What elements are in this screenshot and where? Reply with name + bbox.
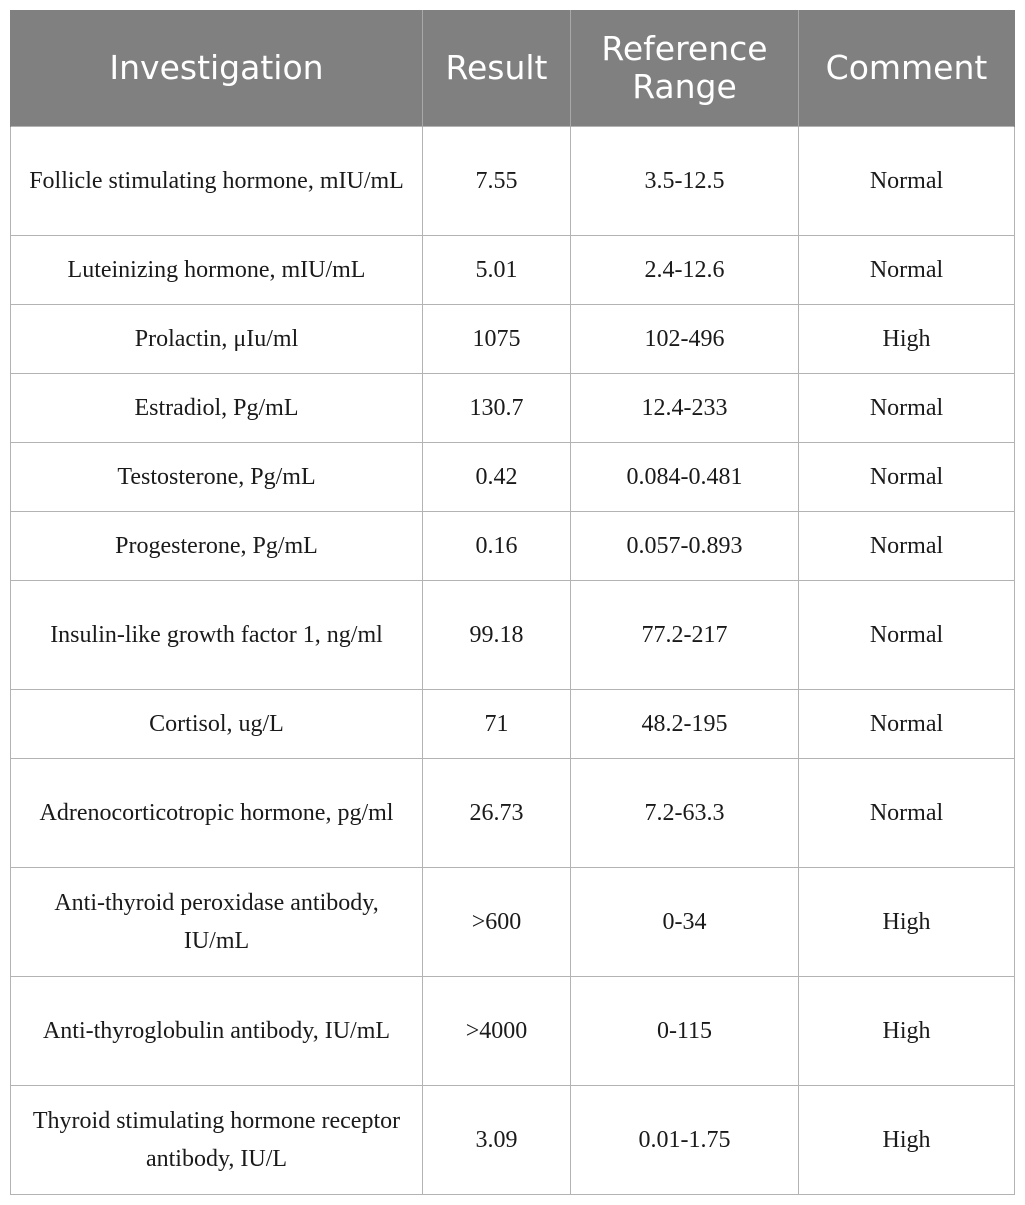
result-cell: 1075 — [423, 305, 571, 374]
result-cell: >4000 — [423, 977, 571, 1086]
comment-cell: Normal — [799, 127, 1015, 236]
investigation-cell: Insulin-like growth factor 1, ng/ml — [11, 581, 423, 690]
result-cell: 7.55 — [423, 127, 571, 236]
result-cell: 0.16 — [423, 512, 571, 581]
investigation-cell: Anti-thyroglobulin antibody, IU/mL — [11, 977, 423, 1086]
reference-range-cell: 0-115 — [571, 977, 799, 1086]
reference-range-cell: 12.4-233 — [571, 374, 799, 443]
investigation-cell: Prolactin, μIu/ml — [11, 305, 423, 374]
investigation-cell: Follicle stimulating hormone, mIU/mL — [11, 127, 423, 236]
table-row — [11, 759, 1015, 868]
comment-cell: High — [799, 1086, 1015, 1195]
reference-range-cell: 3.5-12.5 — [571, 127, 799, 236]
result-cell: 99.18 — [423, 581, 571, 690]
table-row — [11, 690, 1015, 759]
investigation-cell: Estradiol, Pg/mL — [11, 374, 423, 443]
table-row — [11, 581, 1015, 690]
comment-cell: Normal — [799, 759, 1015, 868]
reference-range-cell: 0-34 — [571, 868, 799, 977]
reference-range-cell: 0.057-0.893 — [571, 512, 799, 581]
comment-cell: Normal — [799, 443, 1015, 512]
table-row — [11, 374, 1015, 443]
table-row — [11, 236, 1015, 305]
investigation-cell: Testosterone, Pg/mL — [11, 443, 423, 512]
header-result: Result — [423, 10, 571, 127]
table-row — [11, 305, 1015, 374]
reference-range-cell: 0.084-0.481 — [571, 443, 799, 512]
comment-cell: Normal — [799, 581, 1015, 690]
table-row — [11, 868, 1015, 977]
investigation-cell: Adrenocorticotropic hormone, pg/ml — [11, 759, 423, 868]
table-row — [11, 512, 1015, 581]
header-comment: Comment — [799, 10, 1015, 127]
result-cell: 0.42 — [423, 443, 571, 512]
reference-range-cell: 77.2-217 — [571, 581, 799, 690]
comment-cell: High — [799, 977, 1015, 1086]
result-cell: 5.01 — [423, 236, 571, 305]
comment-cell: High — [799, 868, 1015, 977]
investigation-cell: Anti-thyroid peroxidase antibody, IU/mL — [11, 868, 423, 977]
reference-range-cell: 48.2-195 — [571, 690, 799, 759]
reference-range-cell: 7.2-63.3 — [571, 759, 799, 868]
investigation-cell: Cortisol, ug/L — [11, 690, 423, 759]
comment-cell: Normal — [799, 374, 1015, 443]
header-investigation: Investigation — [11, 10, 423, 127]
table-row — [11, 977, 1015, 1086]
reference-range-cell: 102-496 — [571, 305, 799, 374]
result-cell: 26.73 — [423, 759, 571, 868]
comment-cell: Normal — [799, 236, 1015, 305]
result-cell: 3.09 — [423, 1086, 571, 1195]
header-row — [11, 10, 1015, 127]
result-cell: 71 — [423, 690, 571, 759]
result-cell: >600 — [423, 868, 571, 977]
comment-cell: Normal — [799, 690, 1015, 759]
header-reference-range-label: Reference Range — [601, 29, 768, 106]
investigation-cell: Luteinizing hormone, mIU/mL — [11, 236, 423, 305]
reference-range-cell: 2.4-12.6 — [571, 236, 799, 305]
table-header — [11, 10, 1015, 127]
investigation-cell: Progesterone, Pg/mL — [11, 512, 423, 581]
lab-results-table — [10, 10, 1015, 1195]
table-body — [11, 127, 1015, 1195]
table-row — [11, 1086, 1015, 1195]
table-row — [11, 127, 1015, 236]
investigation-cell: Thyroid stimulating hormone receptor antibody, IU/L — [11, 1086, 423, 1195]
comment-cell: High — [799, 305, 1015, 374]
result-cell: 130.7 — [423, 374, 571, 443]
header-reference-range — [571, 10, 799, 127]
reference-range-cell: 0.01-1.75 — [571, 1086, 799, 1195]
comment-cell: Normal — [799, 512, 1015, 581]
table-row — [11, 443, 1015, 512]
